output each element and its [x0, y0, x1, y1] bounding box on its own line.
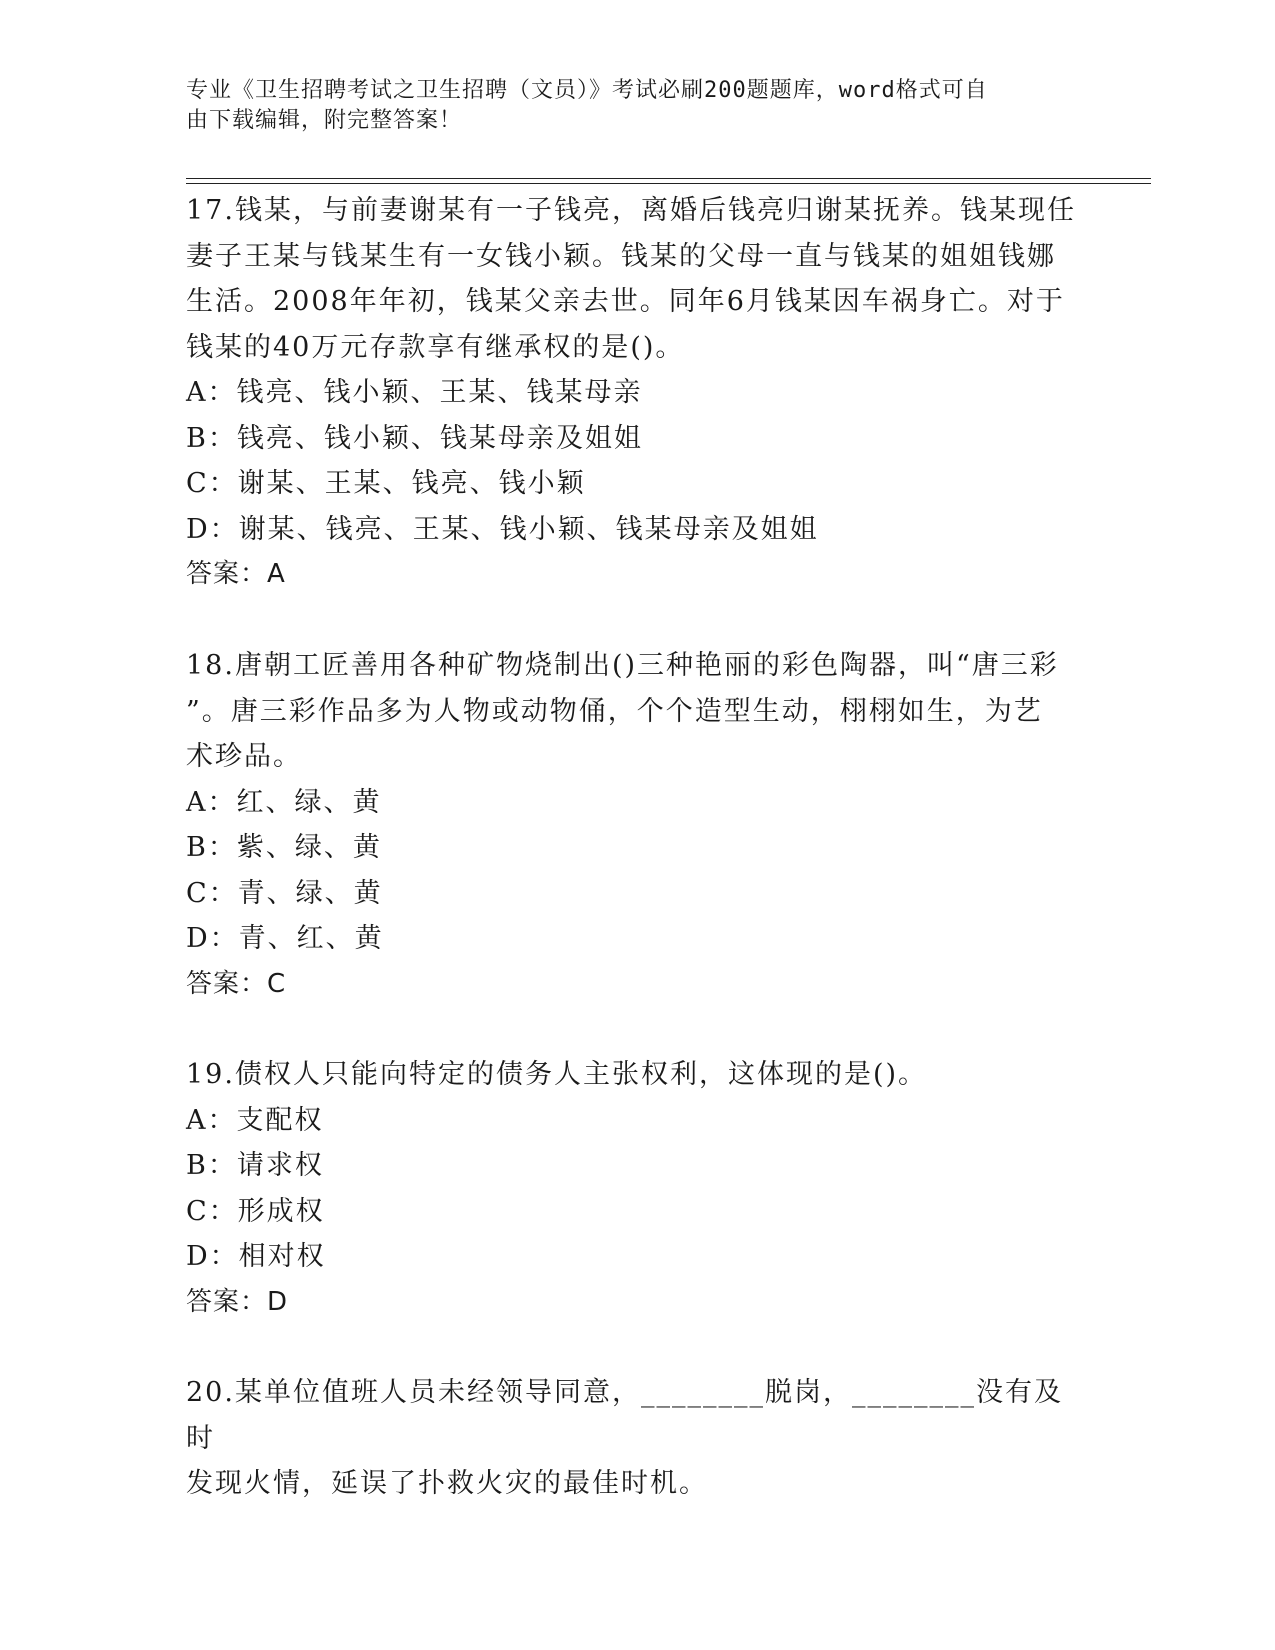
question-20: [186, 1370, 1076, 1507]
header-divider-bottom: [186, 183, 1151, 184]
option-b: B：紫、绿、黄: [186, 832, 382, 863]
answer-line: 答案：C: [186, 968, 287, 999]
option-c: C：青、绿、黄: [186, 877, 383, 909]
document-header: [186, 76, 1066, 136]
option-a: A：红、绿、黄: [186, 786, 382, 818]
question-stem-line: 妻子王某与钱某生有一女钱小颖。钱某的父母一直与钱某的姐姐钱娜: [186, 240, 1056, 272]
question-stem-line: 19.债权人只能向特定的债务人主张权利，这体现的是()。: [186, 1059, 928, 1090]
header-line-2: 由下载编辑，附完整答案！: [186, 108, 463, 133]
question-stem-line: 钱某的40万元存款享有继承权的是()。: [186, 331, 685, 363]
option-d: D：相对权: [186, 1241, 326, 1272]
question-stem-line: 术珍品。: [186, 741, 302, 772]
option-b: B：请求权: [186, 1150, 324, 1181]
option-c: C：形成权: [186, 1195, 325, 1227]
question-stem-line: 18.唐朝工匠善用各种矿物烧制出()三种艳丽的彩色陶器，叫“唐三彩: [186, 650, 1059, 681]
header-divider-top: [186, 178, 1151, 179]
question-17: [186, 188, 1076, 598]
option-d: D：青、红、黄: [186, 923, 384, 954]
header-line-1: 专业《卫生招聘考试之卫生招聘（文员）》考试必刷200题题库，word格式可自: [186, 78, 988, 103]
question-stem-line: 发现火情，延误了扑救火灾的最佳时机。: [186, 1468, 708, 1499]
question-stem-line: ”。唐三彩作品多为人物或动物俑，个个造型生动，栩栩如生，为艺: [186, 695, 1043, 727]
option-c: C：谢某、王某、钱亮、钱小颖: [186, 468, 586, 499]
question-stem-line: 17.钱某，与前妻谢某有一子钱亮，离婚后钱亮归谢某抚养。钱某现任: [186, 195, 1076, 226]
option-d: D：谢某、钱亮、王某、钱小颖、钱某母亲及姐姐: [186, 513, 819, 545]
option-a: A：支配权: [186, 1104, 324, 1136]
question-stem-line: 20.某单位值班人员未经领导同意，________脱岗，________没有及时: [186, 1377, 1063, 1454]
question-19: [186, 1052, 1076, 1325]
option-b: B：钱亮、钱小颖、钱某母亲及姐姐: [186, 422, 643, 454]
question-stem-line: 生活。2008年年初，钱某父亲去世。同年6月钱某因车祸身亡。对于: [186, 286, 1065, 317]
option-a: A：钱亮、钱小颖、王某、钱某母亲: [186, 377, 643, 408]
question-18: [186, 643, 1076, 1007]
answer-line: 答案：A: [186, 559, 286, 589]
answer-line: 答案：D: [186, 1286, 289, 1317]
